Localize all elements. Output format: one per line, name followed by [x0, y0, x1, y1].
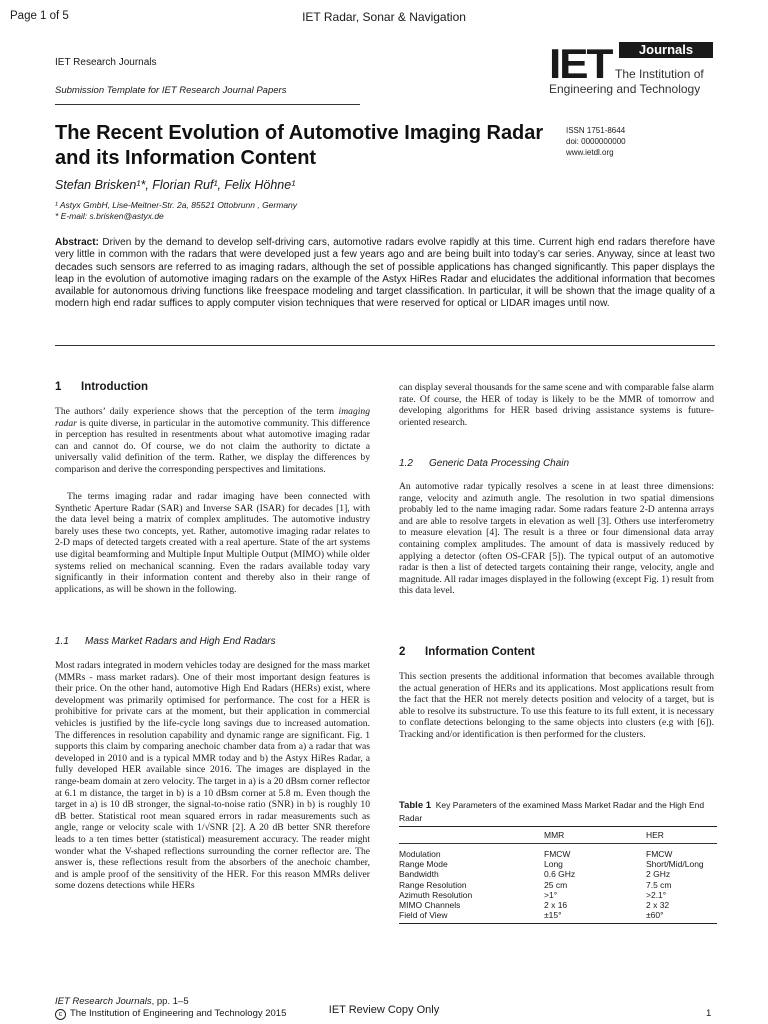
- logo-line-2: Engineering and Technology: [549, 82, 701, 96]
- table-row: [399, 869, 717, 879]
- table-row: [399, 859, 717, 869]
- table-cell: 2 x 32: [646, 899, 670, 910]
- table-row: [399, 880, 717, 890]
- abstract-label: Abstract:: [55, 237, 99, 248]
- table-cell: Range Mode: [399, 859, 448, 870]
- paper-title: The Recent Evolution of Automotive Imaging Radar and its Information Content: [55, 122, 544, 169]
- table-cell: FMCW: [646, 849, 673, 859]
- intro-paragraph-2: The terms imaging radar and radar imaging have been connected with Synthetic Aperture Radar (SAR) and Inverse SAR (ISAR) for decades [1], with the data level being a matrix of complex amplitudes. The automotive industry barely uses these two concepts, yet. Rather, automotive imaging radar relates to 2-D maps of detected targets created with a real aperture. State of the art systems use digital beamforming and Multiple Input Multiple Output (MIMO) while older systems relied on mechanical scanning. Even the radars available today vary significantly in their information content and thereby also in their range of applications, as will be shown in the following.: [55, 491, 370, 595]
- information-content-paragraph: This section presents the additional information that becomes available through the actual generation of HERs and its applications. Most applications result from the fact that the HER not merely detects position and velocity of a target, but is able to resolve its substructure. To use this feature to its full extent, it is necessary to conflate detections belonging to the same objects into clusters (e.g with [6]). Tracking and/or identification is then performed for the clusters.: [399, 671, 714, 740]
- journal-series: IET Research Journals: [55, 57, 157, 68]
- mass-market-paragraph: Most radars integrated in modern vehicles today are designed for the mass market (MMRs - mass market radars). One of their most important design features is their price. On the other hand, automotive High End Radars (HERs) exist, where development was primarily optimised for performance. The cost for a HER is prohibitive for private cars at the moment, but their application in commercial vehicles is justified by the life-cycle long savings due to increased automation. The differences in resolution capability and dynamic range are significant. Fig. 1 supports this claim by comparing anechoic chamber data from a) a radar that was developed in 2010 and is a typical MMR today and b) the Astyx HiRes Radar, a fully developed HER available since 2016. The images are displayed in the range-beam domain at zero velocity. The target in a) is a 20 dBsm corner reflector at 6.1 m distance, the target in b) is a 10 dBsm corner at 5.8 m. Even though the target in a) is 10 dB stronger, the signal-to-noise ratio (SNR) in b) is roughly 10 dB better. Statistical root mean squared errors in radar measurements such as angle, range or velocity scale with 1/√SNR [2]. A 20 dB better SNR therefore leads to a ten times better (statistical) measurement accuracy. The reader might wonder what the V-shaped reflections surrounding the corner reflector are. The answer is, these reflections result from the absorbers of the anechoic chamber, and is ample proof of the sensitivity of the HER. For this reason MMRs deliver some dozens detections while HERs: [55, 660, 370, 892]
- table-cell: FMCW: [544, 849, 571, 859]
- parameters-table: [399, 826, 717, 924]
- table-cell: 2 x 16: [544, 899, 568, 910]
- table-caption: [399, 799, 717, 824]
- section-title: Information Content: [425, 646, 535, 658]
- subsection-number: 1.1: [55, 636, 69, 647]
- logo-line-1: The Institution of: [615, 67, 704, 81]
- header-divider: [55, 104, 360, 105]
- text-run: is quite diverse, in particular in the automotive community. This difference in perception has resulted in resentments about what automotive imaging radar can and cannot do. Of course, we do not claim the authority to dictate a universally valid definition of the term. Rather, we display the differences by comparison and derive the corresponding perspectives and limitations.: [55, 417, 370, 475]
- subsection-heading-processing-chain: [399, 458, 569, 469]
- table-cell: Long: [544, 859, 563, 870]
- copyright-text: The Institution of Engineering and Technology 2015: [70, 1008, 287, 1019]
- section-heading-introduction: [55, 381, 148, 393]
- section-heading-information-content: [399, 646, 535, 658]
- table-cell: Short/Mid/Long: [646, 859, 704, 870]
- table-body: [399, 844, 717, 923]
- affiliations: [55, 200, 297, 222]
- authors: Stefan Brisken¹*, Florian Ruf¹, Felix Höhne¹: [55, 178, 296, 192]
- footer-pages: , pp. 1–5: [151, 996, 189, 1007]
- page-number: 1: [706, 1008, 712, 1019]
- intro-paragraph-1: [55, 406, 370, 476]
- issn: ISSN 1751-8644: [566, 126, 626, 135]
- table-cell: 0.6 GHz: [544, 869, 576, 880]
- footer-journal: IET Research Journals: [55, 996, 152, 1007]
- table-header-row: [399, 827, 717, 843]
- abstract: [55, 237, 715, 311]
- processing-chain-paragraph: An automotive radar typically resolves a scene in at least three dimensions: range, velocity and azimuth angle. The resolution in two spatial dimensions probably led to the name imaging radar. Some radars feature 2-D antenna arrays and are able to resolve targets in elevation as well [3]. Others use interferometry to measure elevation [4]. The result is a three or four dimensional data array containing complex amplitudes. The amount of data is massively reduced by applying a detector (often OS-CFAR [5]). The typical output of an automotive radar is then a list of detected targets containing their range, velocity, angle and magnitude. All radar images displayed in the following (except Fig. 1) result from this data level.: [399, 481, 714, 597]
- subsection-title: Generic Data Processing Chain: [429, 458, 570, 469]
- abstract-divider: [55, 345, 715, 346]
- subsection-title: Mass Market Radars and High End Radars: [85, 636, 276, 647]
- template-note: Submission Template for IET Research Journal Papers: [55, 85, 287, 96]
- table-cell: Modulation: [399, 849, 441, 859]
- table-cell: Field of View: [399, 910, 448, 921]
- review-watermark: IET Review Copy Only: [328, 1004, 440, 1016]
- table-cell: Bandwidth: [399, 869, 439, 880]
- table-caption-text: Key Parameters of the examined Mass Market Radar and the High End Radar: [399, 800, 705, 823]
- section-number: 1: [55, 381, 62, 393]
- table-row: [399, 900, 717, 910]
- abstract-text: Driven by the demand to develop self-driving cars, automotive radars evolve rapidly at this time. Current high end radars therefore have very little in common with the radars that were developed just a few years ago and are being built into today’s car series. Anyway, since at least two decades such sensors are referred to as imaging radars, although the set of possible applications has changed significantly. This paper displays the leap in the evolution of automotive imaging radars on the example of the Astyx HiRes Radar and elucidates the additional information that becomes available for autonomous driving functions like freespace modeling and target classification. In particular, it will be shown that the image quality of a modern high end radar suffices to apply computer vision techniques that were reserved for optical or LIDAR images until now.: [55, 237, 716, 310]
- page-indicator: Page 1 of 5: [10, 10, 69, 22]
- continued-paragraph: can display several thousands for the same scene and with comparable false alarm rate. Of course, the HER of today is likely to be the MMR of tomorrow and developing algorithms for HER based driving assistance systems is future-oriented research.: [399, 382, 714, 428]
- table-cell: >1°: [544, 889, 558, 900]
- table-row: [399, 910, 717, 920]
- table-row: [399, 849, 717, 859]
- logo-badge: Journals: [619, 42, 713, 58]
- journal-name: IET Radar, Sonar & Navigation: [302, 10, 466, 24]
- table-cell: ±60°: [646, 910, 664, 921]
- copyright-icon: c: [55, 1009, 66, 1020]
- table-cell: MIMO Channels: [399, 899, 461, 910]
- email[interactable]: * E-mail: s.brisken@astyx.de: [55, 211, 164, 221]
- subsection-number: 1.2: [399, 458, 413, 469]
- publication-meta: [566, 125, 626, 158]
- table-row: [399, 890, 717, 900]
- affiliation: ¹ Astyx GmbH, Lise-Meitner-Str. 2a, 85521 Ottobrunn , Germany: [55, 200, 298, 210]
- website-link[interactable]: www.ietdl.org: [566, 148, 614, 157]
- section-number: 2: [399, 646, 406, 658]
- subsection-heading-mass-market: [55, 636, 276, 647]
- table-cell: 25 cm: [544, 879, 568, 890]
- logo-mark: IET: [549, 40, 612, 87]
- emphasis: imaging radar: [55, 406, 370, 429]
- text-run: The authors’ daily experience shows that the perception of the term: [55, 406, 339, 417]
- table-cell: 7.5 cm: [646, 879, 672, 890]
- section-title: Introduction: [81, 381, 149, 393]
- doi: doi: 0000000000: [566, 137, 626, 146]
- table-cell: Range Resolution: [399, 879, 467, 890]
- table-cell: ±15°: [544, 910, 562, 921]
- table-cell: Azimuth Resolution: [399, 889, 473, 900]
- table-header-cell: HER: [646, 830, 664, 840]
- table-cell: >2.1°: [646, 889, 667, 900]
- iet-logo: [549, 42, 719, 102]
- table-label: Table 1: [399, 800, 432, 811]
- table-header-cell: MMR: [544, 830, 565, 840]
- table-cell: 2 GHz: [646, 869, 671, 880]
- table-bottom-rule: [399, 923, 717, 924]
